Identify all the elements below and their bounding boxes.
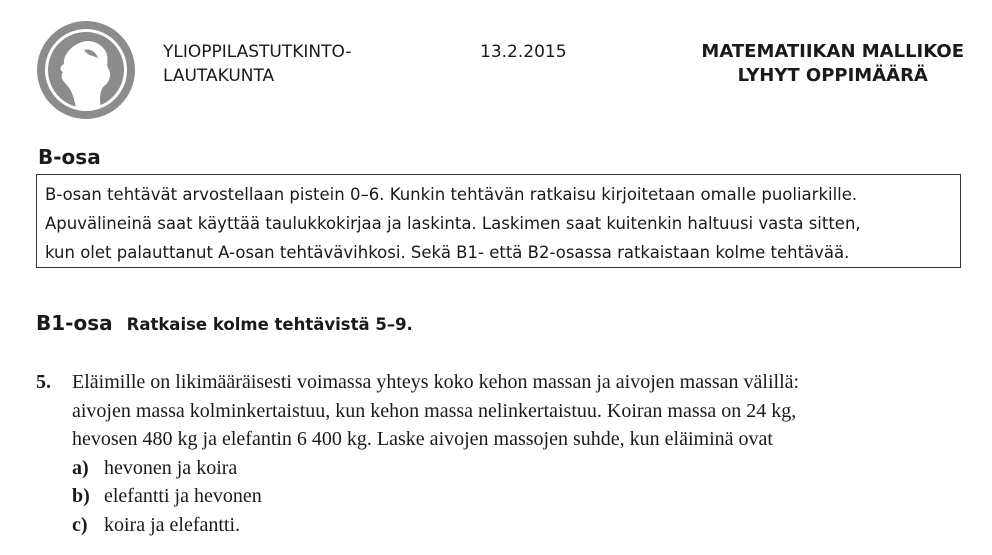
task-body: [72, 368, 992, 539]
subsection-instruction: Ratkaise kolme tehtävistä 5–9.: [126, 315, 413, 334]
part-label: c): [72, 513, 88, 536]
exam-title-line-1: MATEMATIIKAN MALLIKOE: [701, 41, 964, 62]
part-text: hevonen ja koira: [104, 456, 238, 479]
task-part-c: [72, 511, 992, 540]
exam-title-line-2: LYHYT OPPIMÄÄRÄ: [737, 65, 928, 86]
task-text-line: aivojen massa kolminkertaistuu, kun kehon massa nelinkertaistuu. Koiran massa on 24 kg,: [72, 399, 797, 422]
issuer-name: [163, 40, 352, 88]
part-text: elefantti ja hevonen: [104, 485, 262, 507]
exam-title: [701, 40, 964, 88]
task-part-b: [72, 482, 992, 511]
head-profile-icon: [36, 20, 136, 120]
instructions-line: kun olet palauttanut A-osan tehtävävihkosi. Sekä B1- että B2-osassa ratkaistaan kolme tehtävää.: [45, 243, 850, 262]
subsection-heading: [36, 311, 413, 335]
part-text: koira ja elefantti.: [104, 513, 241, 536]
part-label: b): [72, 485, 90, 507]
task-text-line: hevosen 480 kg ja elefantin 6 400 kg. Laske aivojen massojen suhde, kun eläiminä ovat: [72, 428, 773, 450]
issuer-line-2: LAUTAKUNTA: [163, 66, 275, 86]
board-logo: [36, 20, 136, 120]
part-label: a): [72, 456, 89, 479]
instructions-line: Apuvälineinä saat käyttää taulukkokirjaa ja laskinta. Laskimen saat kuitenkin haltuusi vasta sitten,: [45, 214, 861, 233]
instructions-line: B-osan tehtävät arvostellaan pistein 0–6. Kunkin tehtävän ratkaisu kirjoitetaan omalle puoliarkille.: [45, 185, 858, 204]
task-number: 5.: [36, 371, 51, 393]
task-text-line: Eläimille on likimääräisesti voimassa yhteys koko kehon massan ja aivojen massan välillä:: [72, 371, 800, 393]
exam-date: 13.2.2015: [480, 42, 567, 62]
issuer-line-1: YLIOPPILASTUTKINTO-: [163, 42, 352, 62]
instructions-box: [36, 174, 961, 268]
task-part-a: [72, 454, 992, 483]
section-title: B-osa: [38, 145, 101, 169]
subsection-title: B1-osa: [36, 311, 113, 335]
